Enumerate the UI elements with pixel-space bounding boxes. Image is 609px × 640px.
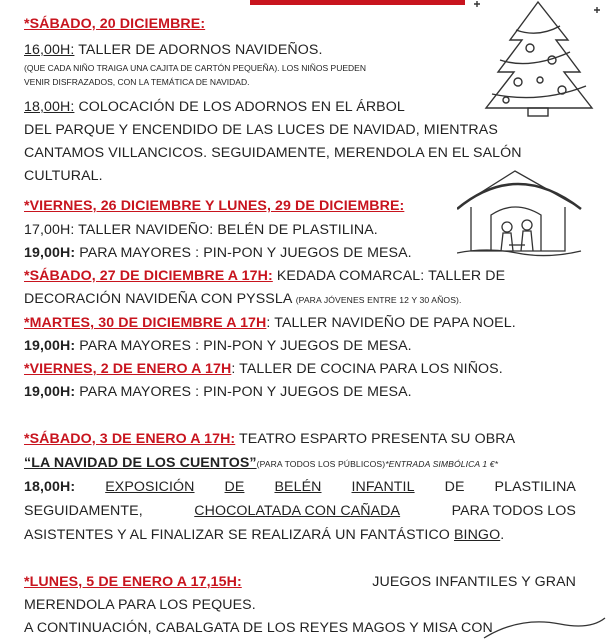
corner-decoration <box>480 614 609 640</box>
s1-text-2: DEL PARQUE Y ENCENDIDO DE LAS LUCES DE NAVIDAD, MIENTRAS <box>24 122 498 138</box>
nativity-house-illustration <box>457 165 582 257</box>
s2-line-1: 17,00H: TALLER NAVIDEÑO: BELÉN DE PLASTILINA. <box>24 222 378 238</box>
christmas-tree-illustration <box>470 0 609 118</box>
heading-sabado-20: *SÁBADO, 20 DICIEMBRE: <box>24 16 206 32</box>
s1-line-18h: 18,00H: COLOCACIÓN DE LOS ADORNOS EN EL ÁRBOL <box>24 99 405 115</box>
s4-line-2: MERENDOLA PARA LOS PEQUES. <box>24 597 256 613</box>
s3-line-5: ASISTENTES Y AL FINALIZAR SE REALIZARÁ UN FANTÁSTICO BINGO. <box>24 527 505 543</box>
s1-note-1: (QUE CADA NIÑO TRAIGA UNA CAJITA DE CARTÓN PEQUEÑA). LOS NIÑOS PUEDEN <box>24 63 366 73</box>
s2-line-5: *MARTES, 30 DE DICIEMBRE A 17H: TALLER NAVIDEÑO DE PAPA NOEL. <box>24 315 516 331</box>
s2-line-3: *SÁBADO, 27 DE DICIEMBRE A 17H: KEDADA COMARCAL: TALLER DE <box>24 268 506 284</box>
s2-line-4: DECORACIÓN NAVIDEÑA CON PYSSLA (PARA JÓVENES ENTRE 12 Y 30 AÑOS). <box>24 291 462 307</box>
s1-line-16h: 16,00H: TALLER DE ADORNOS NAVIDEÑOS. <box>24 42 323 58</box>
s3-line-2: “LA NAVIDAD DE LOS CUENTOS”(PARA TODOS LOS PÚBLICOS)*ENTRADA SIMBÓLICA 1 €* <box>24 455 499 471</box>
s1-text-3: CANTAMOS VILLANCICOS. SEGUIDAMENTE, MERENDOLA EN EL SALÓN <box>24 145 522 161</box>
s3-line-1: *SÁBADO, 3 DE ENERO A 17H: TEATRO ESPARTO PRESENTA SU OBRA <box>24 431 516 447</box>
s4-line-1: *LUNES, 5 DE ENERO A 17,15H: JUEGOS INFANTILES Y GRAN <box>24 574 576 590</box>
s3-line-3: 18,00H: EXPOSICIÓN DE BELÉN INFANTIL DE PLASTILINA <box>24 479 576 495</box>
heading-viernes-26: *VIERNES, 26 DICIEMBRE Y LUNES, 29 DE DICIEMBRE: <box>24 198 405 214</box>
header-red-bar <box>250 0 465 5</box>
s4-line-3: A CONTINUACIÓN, CABALGATA DE LOS REYES MAGOS Y MISA CON <box>24 620 493 636</box>
s2-line-6: 19,00H: PARA MAYORES : PIN-PON Y JUEGOS DE MESA. <box>24 338 412 354</box>
s2-line-7: *VIERNES, 2 DE ENERO A 17H: TALLER DE COCINA PARA LOS NIÑOS. <box>24 361 503 377</box>
s1-note-2: VENIR DISFRAZADOS, CON LA TEMÁTICA DE NAVIDAD. <box>24 77 250 87</box>
s2-line-2: 19,00H: PARA MAYORES : PIN-PON Y JUEGOS DE MESA. <box>24 245 412 261</box>
s1-text-4: CULTURAL. <box>24 168 103 184</box>
s2-line-8: 19,00H: PARA MAYORES : PIN-PON Y JUEGOS DE MESA. <box>24 384 412 400</box>
s3-line-4: SEGUIDAMENTE, CHOCOLATADA CON CAÑADA PARA TODOS LOS <box>24 503 576 519</box>
